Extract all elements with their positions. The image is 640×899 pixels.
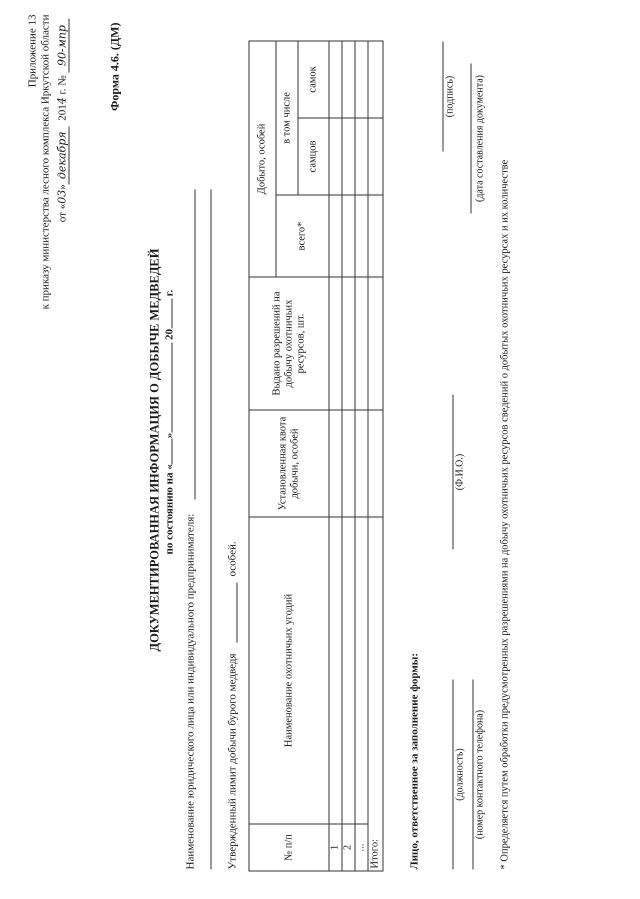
as-of-suffix: г.: [163, 289, 175, 296]
order-number-handwritten: 90-мпр: [55, 18, 69, 72]
entity-name-second-line: [210, 189, 211, 869]
header-quota: Установленная квота добычи, особей: [249, 410, 329, 517]
entity-name-underline: [194, 189, 195, 499]
document-title: ДОКУМЕНТИРОВАННАЯ ИНФОРМАЦИЯ О ДОБЫЧЕ МЕДВЕДЕЙ: [147, 248, 161, 652]
position-caption: (должность): [454, 747, 465, 801]
signature-caption: (подпись): [444, 75, 455, 117]
order-month-handwritten: декабря: [55, 126, 69, 184]
phone-line: [472, 679, 473, 869]
harvest-table: [248, 40, 383, 871]
order-date-prefix: от «: [56, 203, 68, 222]
row-number-ellipsis: ...: [355, 824, 368, 871]
header-harvested: Добыто, особей: [249, 40, 276, 276]
limit-value-underline: [236, 582, 237, 642]
signature-line: [442, 41, 443, 151]
as-of-label: по состоянию на «: [163, 463, 175, 554]
as-of-year: 20: [163, 328, 175, 340]
header-total: всего*: [276, 195, 329, 277]
name-caption: (Ф.И.О.): [454, 453, 465, 490]
as-of-date-line: [163, 289, 176, 554]
name-line: [452, 394, 453, 549]
limit-unit: особей.: [226, 540, 238, 576]
date-line: [470, 63, 471, 213]
order-date-mid: »: [56, 183, 68, 190]
entity-name-label: Наименование юридического лица или индивидуального предпринимателя:: [184, 513, 196, 869]
order-date-line: [55, 18, 69, 222]
as-of-mid: »: [163, 432, 175, 438]
order-reference: к приказу министерства лесного комплекса Иркутской области: [39, 14, 51, 309]
header-females: самок: [298, 40, 329, 117]
responsible-heading: Лицо, ответственное за заполнение формы:: [408, 652, 420, 869]
header-hunting-grounds: Наименование охотничьих угодий: [249, 517, 329, 824]
form-label: Форма 4.6. (ДМ): [107, 22, 121, 111]
total-row-label: Итого:: [368, 517, 383, 871]
limit-label: Утвержденный лимит добычи бурого медведя: [226, 652, 238, 869]
row-number-1: 1: [329, 824, 342, 871]
order-day-handwritten: 03: [55, 189, 68, 204]
date-caption: (дата составления документа): [474, 74, 485, 202]
header-males: самцов: [298, 118, 329, 195]
order-year-prefix: 201: [56, 103, 68, 121]
phone-caption: (номер контактного телефона): [474, 709, 485, 839]
header-number: № п/п: [249, 824, 329, 871]
header-including: в том числе: [276, 40, 298, 194]
header-permits: Выдано разрешений на добычу охотничьих ресурсов, шт.: [249, 277, 329, 410]
appendix-label: Приложение 13: [26, 14, 38, 87]
footnote: * Определяется путем обработки предусмотренных разрешениями на добычу охотничьих ресурсов сведений о добытых охотничьих ресурсах и их количестве: [499, 159, 510, 869]
position-line: [452, 679, 453, 869]
order-number-label: г. №: [56, 74, 68, 95]
order-year-digit-handwritten: 4: [55, 96, 68, 104]
row-number-2: 2: [342, 824, 355, 871]
